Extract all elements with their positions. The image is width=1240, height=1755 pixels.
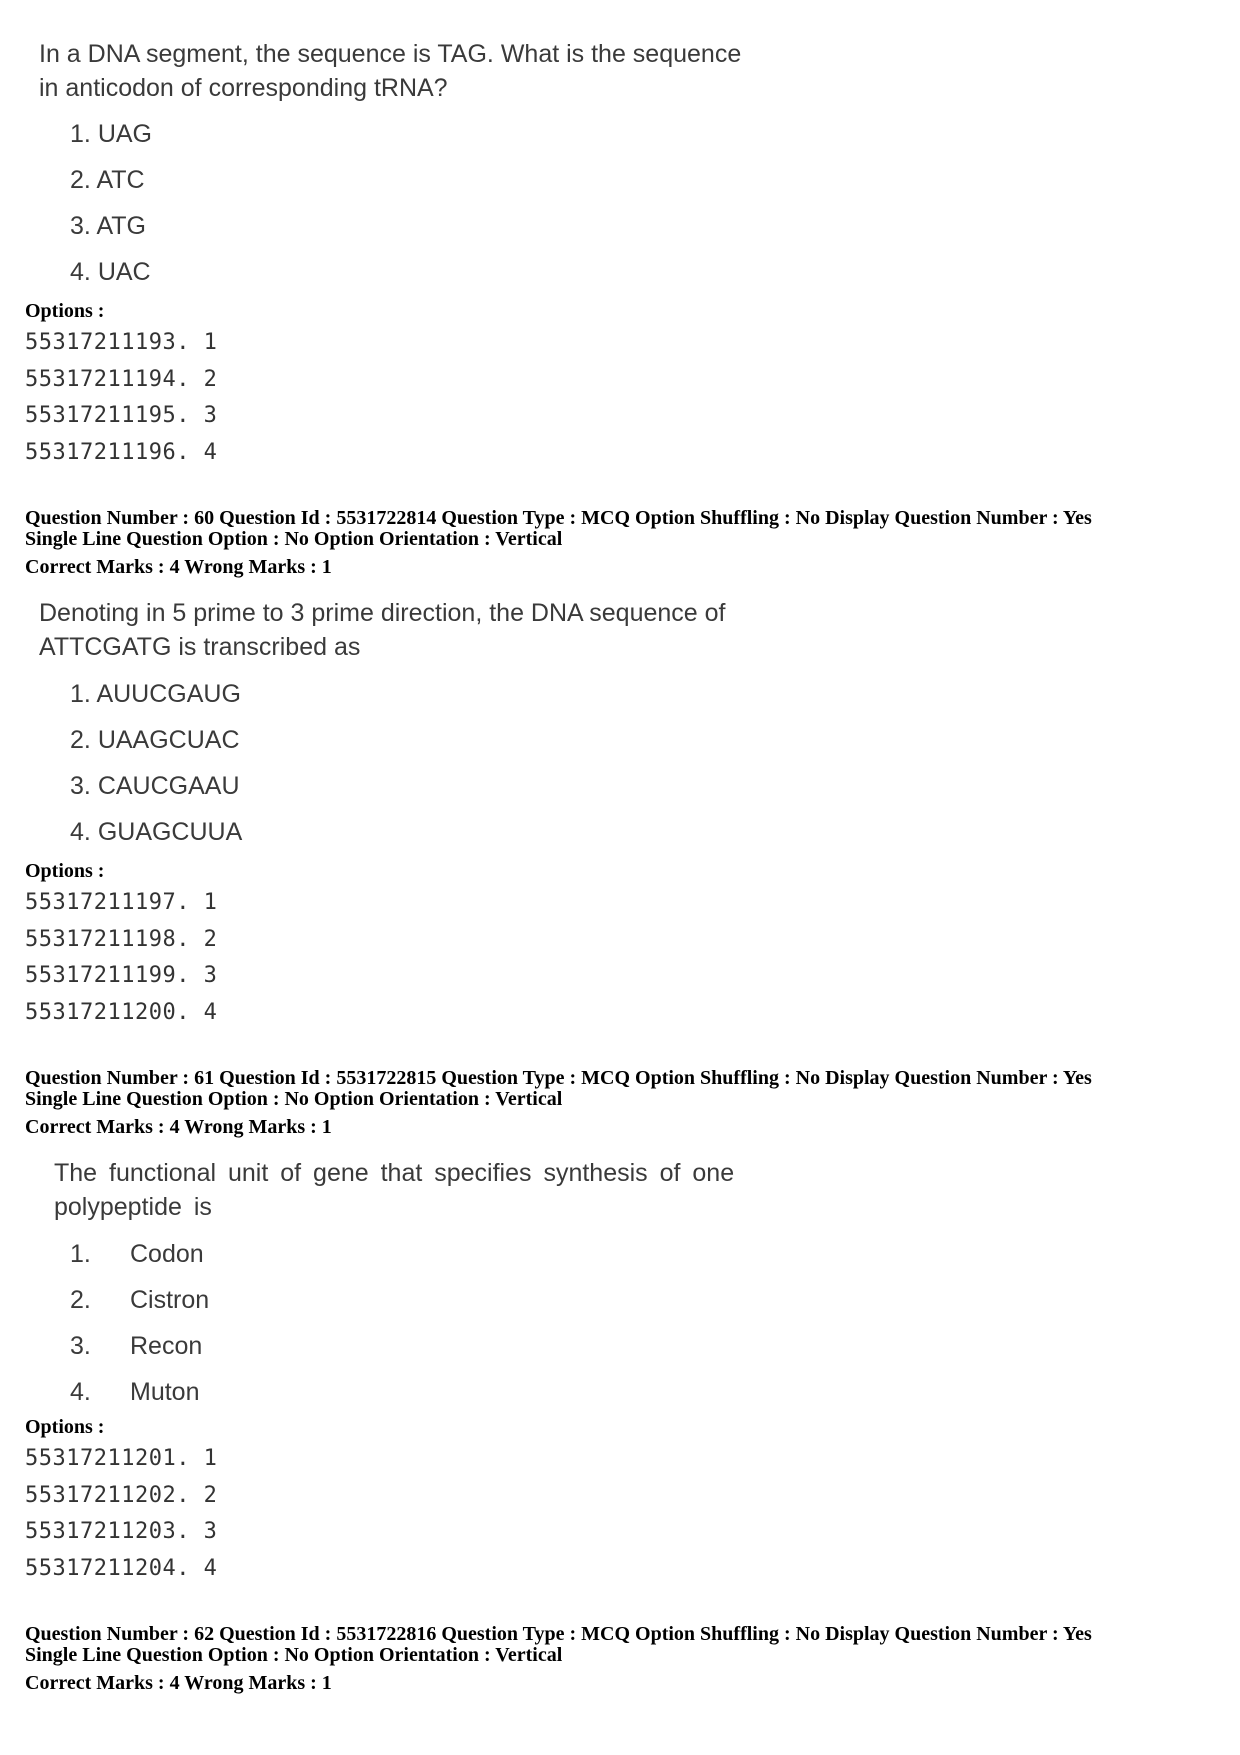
- choice-2: 2. Cistron: [70, 1286, 210, 1314]
- option-id-line: 55317211204. 4: [25, 1556, 218, 1581]
- marks-line: Correct Marks : 4 Wrong Marks : 1: [25, 1672, 332, 1694]
- option-id-line: 55317211196. 4: [25, 440, 218, 465]
- option-id-line: 55317211202. 2: [25, 1483, 218, 1508]
- choice-4: 4. Muton: [70, 1378, 200, 1406]
- option-id-line: 55317211197. 1: [25, 890, 218, 915]
- options-heading: Options :: [25, 860, 105, 882]
- choice-1: 1. Codon: [70, 1240, 204, 1268]
- question-meta: Single Line Question Option : No Option Orientation : Vertical: [25, 528, 563, 550]
- question-meta: Single Line Question Option : No Option Orientation : Vertical: [25, 1088, 563, 1110]
- choice-4: 4. UAC: [70, 258, 151, 286]
- choice-3: 3. ATG: [70, 212, 146, 240]
- question-line: In a DNA segment, the sequence is TAG. What is the sequence: [39, 40, 742, 68]
- question-meta: Single Line Question Option : No Option Orientation : Vertical: [25, 1644, 563, 1666]
- option-id-line: 55317211200. 4: [25, 1000, 218, 1025]
- option-id-line: 55317211203. 3: [25, 1519, 218, 1544]
- option-id-line: 55317211201. 1: [25, 1446, 218, 1471]
- choice-3: 3. CAUCGAAU: [70, 772, 240, 800]
- option-id-line: 55317211193. 1: [25, 330, 218, 355]
- options-heading: Options :: [25, 300, 105, 322]
- option-id-line: 55317211199. 3: [25, 963, 218, 988]
- options-heading: Options :: [25, 1416, 105, 1438]
- option-id-line: 55317211195. 3: [25, 403, 218, 428]
- question-text: [39, 596, 726, 664]
- choice-1: 1. UAG: [70, 120, 152, 148]
- question-line: in anticodon of corresponding tRNA?: [39, 74, 448, 102]
- choice-3: 3. Recon: [70, 1332, 203, 1360]
- option-id-line: 55317211194. 2: [25, 367, 218, 392]
- question-text: [39, 37, 741, 105]
- question-meta: Question Number : 62 Question Id : 5531722816 Question Type : MCQ Option Shuffling : No Display Question Number : Yes: [25, 1623, 1092, 1645]
- question-line: Denoting in 5 prime to 3 prime direction, the DNA sequence of: [39, 599, 726, 627]
- question-line: polypeptide is: [54, 1193, 212, 1221]
- question-meta: Question Number : 61 Question Id : 5531722815 Question Type : MCQ Option Shuffling : No Display Question Number : Yes: [25, 1067, 1092, 1089]
- question-line: ATTCGATG is transcribed as: [39, 633, 361, 661]
- marks-line: Correct Marks : 4 Wrong Marks : 1: [25, 556, 332, 578]
- question-line: The functional unit of gene that specifies synthesis of one: [54, 1159, 735, 1187]
- choice-1: 1. AUUCGAUG: [70, 680, 241, 708]
- choice-2: 2. UAAGCUAC: [70, 726, 240, 754]
- choice-2: 2. ATC: [70, 166, 145, 194]
- question-text: [54, 1156, 734, 1224]
- marks-line: Correct Marks : 4 Wrong Marks : 1: [25, 1116, 332, 1138]
- question-meta: Question Number : 60 Question Id : 5531722814 Question Type : MCQ Option Shuffling : No Display Question Number : Yes: [25, 507, 1092, 529]
- choice-4: 4. GUAGCUUA: [70, 818, 243, 846]
- option-id-line: 55317211198. 2: [25, 927, 218, 952]
